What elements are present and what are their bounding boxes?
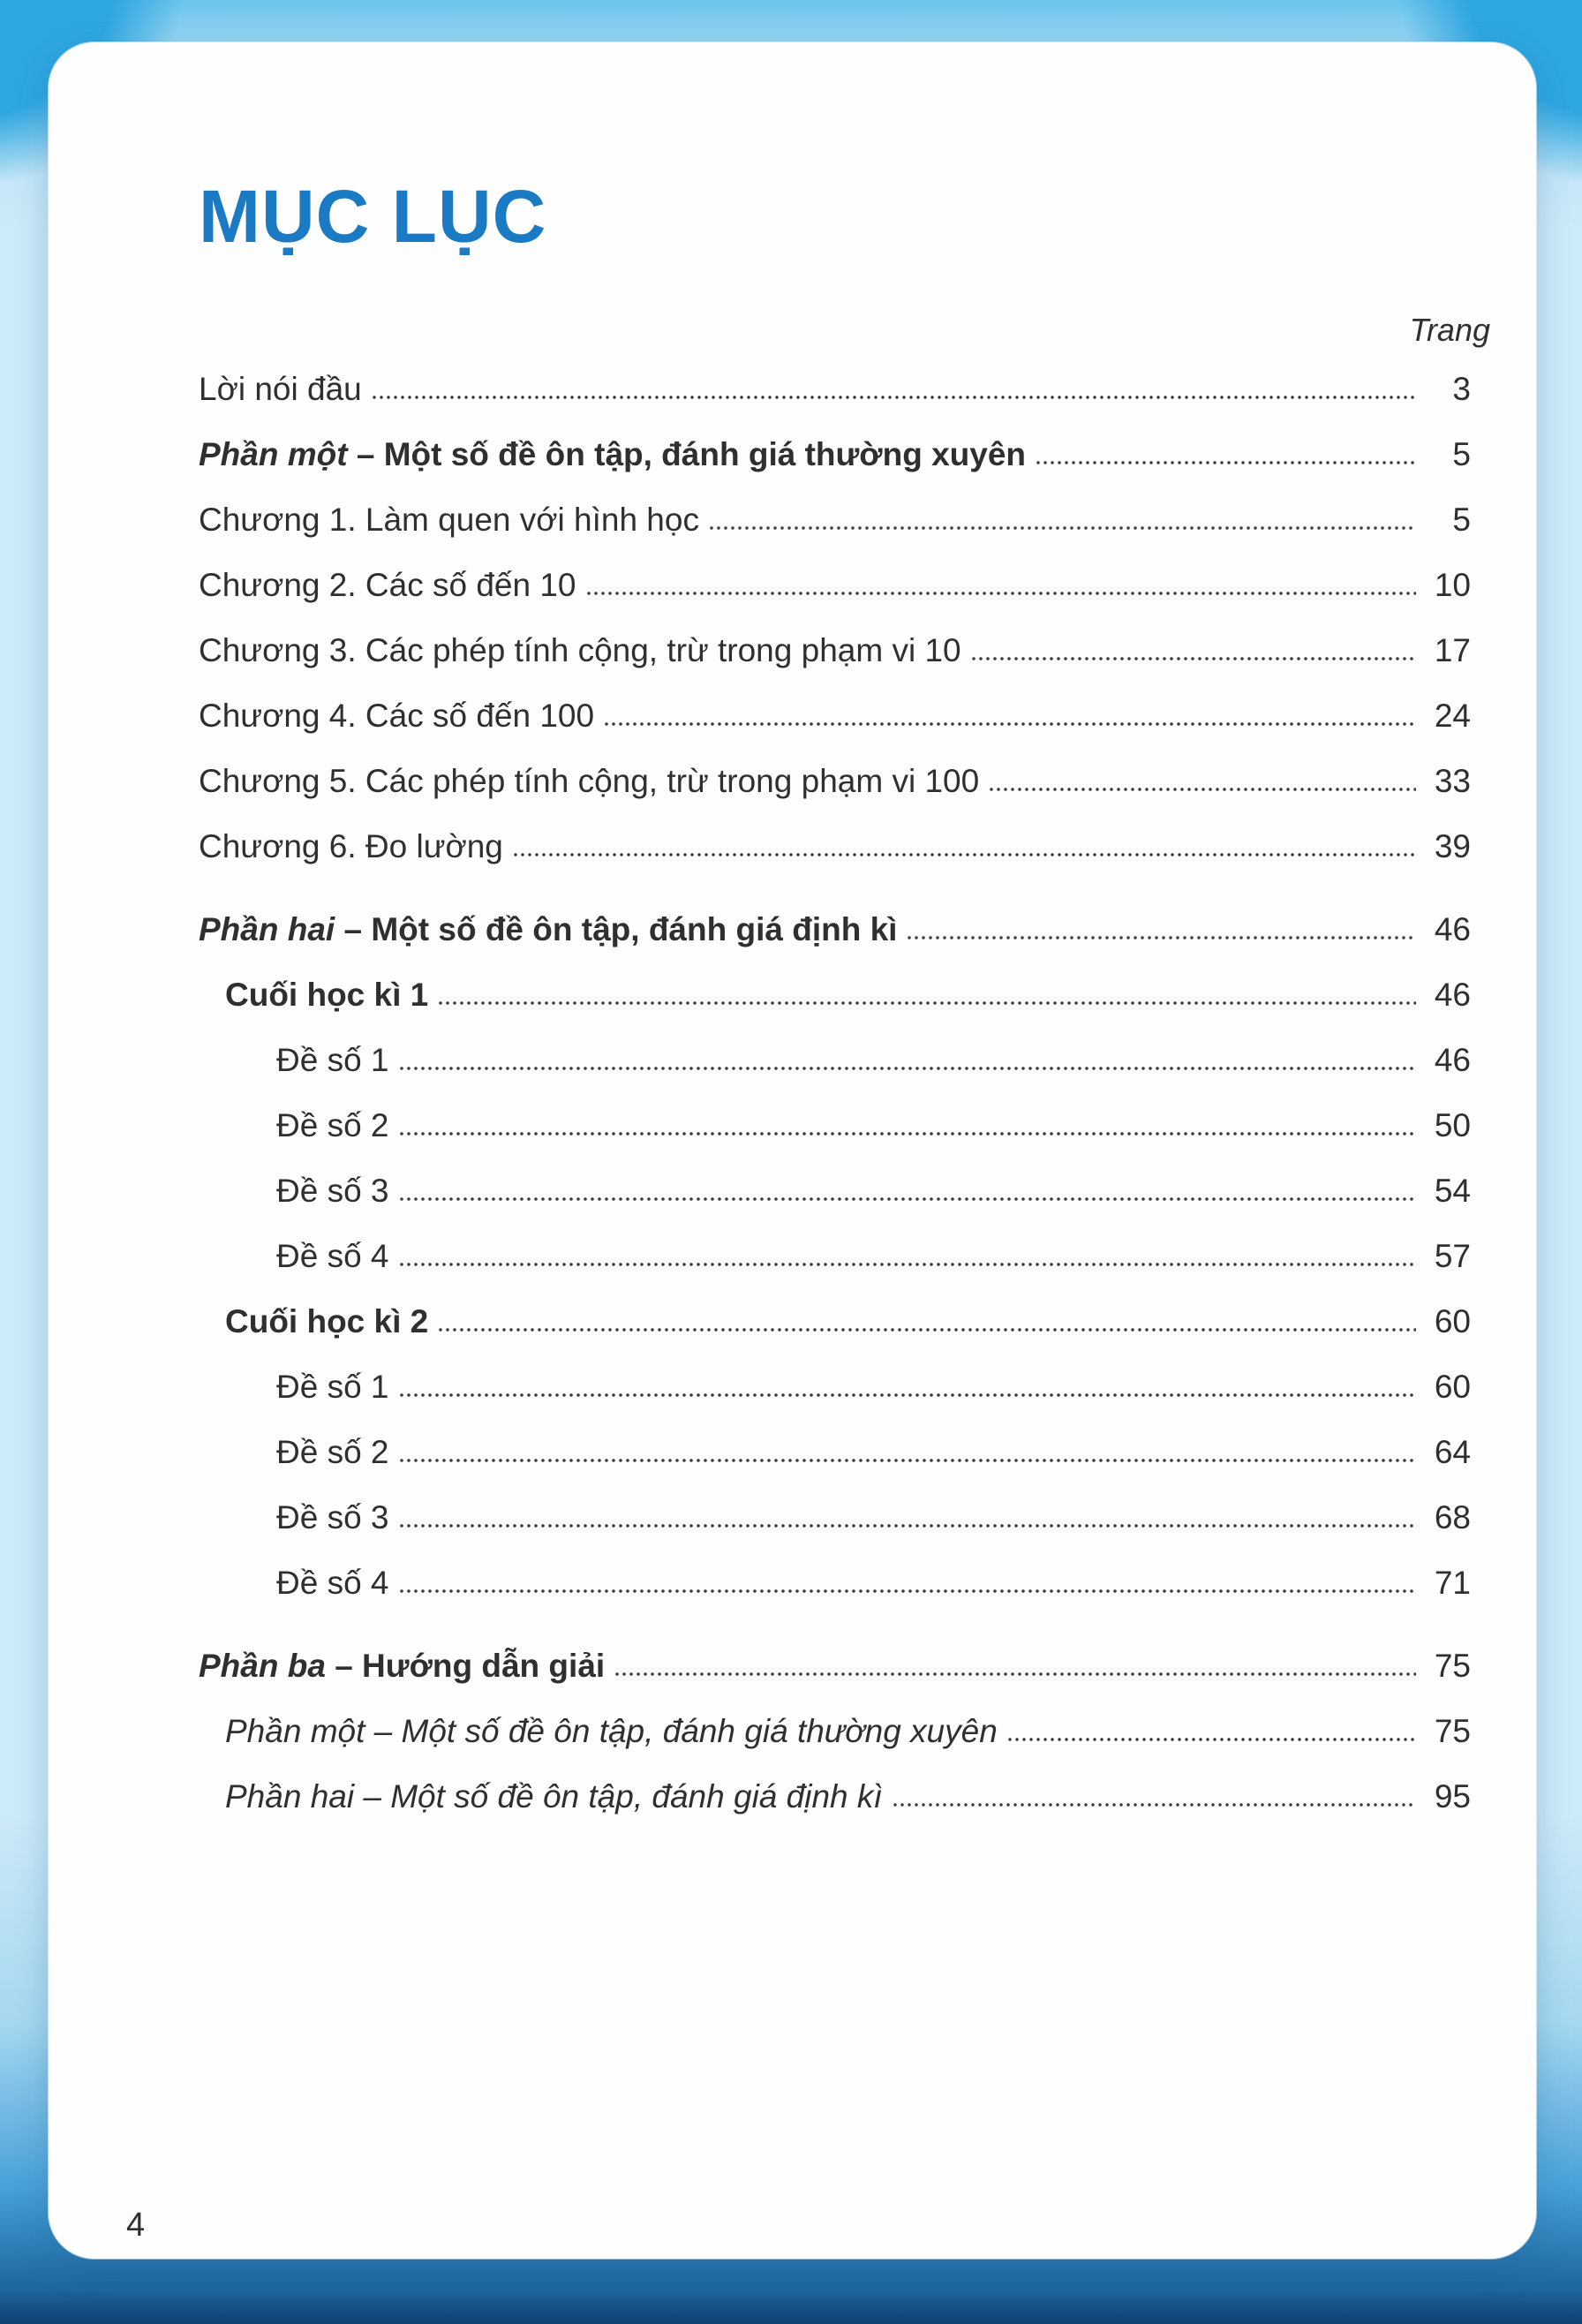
toc-entry-text — [199, 897, 897, 962]
toc-entry-rest: Lời nói đầu — [199, 371, 362, 408]
toc-entry-page: 46 — [1434, 977, 1471, 1014]
toc-entry-page: 68 — [1434, 1499, 1471, 1536]
toc-entry-text — [225, 1699, 998, 1764]
toc-entry-text — [276, 1485, 389, 1551]
toc-entry-text — [276, 1158, 389, 1224]
toc-entry-prefix: Phần hai — [225, 1778, 355, 1815]
dot-leader — [398, 1523, 1416, 1528]
toc-entry-text — [225, 1289, 428, 1354]
toc-entry-page: 39 — [1434, 828, 1471, 865]
toc-entry-rest: Đề số 1 — [276, 1042, 389, 1079]
toc-entry — [199, 1289, 1471, 1354]
toc-entry-page: 75 — [1434, 1713, 1471, 1750]
toc-entry-text — [199, 553, 576, 618]
dot-leader — [614, 1671, 1416, 1677]
toc-entry-text — [199, 814, 503, 879]
toc-entry-rest: Đề số 3 — [276, 1499, 389, 1536]
toc-entry-text — [199, 487, 699, 553]
toc-entry-prefix: Phần hai — [199, 911, 335, 948]
toc-entry-rest: – Hướng dẫn giải — [325, 1648, 606, 1685]
toc-entry — [199, 357, 1471, 422]
dot-leader — [603, 721, 1416, 727]
toc-entry-text — [276, 1028, 389, 1093]
toc-entry-rest: Đề số 1 — [276, 1369, 389, 1406]
toc-entry-page: 17 — [1434, 632, 1471, 669]
toc-entry — [199, 897, 1471, 962]
toc-entry-page: 3 — [1452, 371, 1471, 408]
toc-entry-page: 50 — [1434, 1107, 1471, 1144]
toc-entry-page: 46 — [1434, 1042, 1471, 1079]
toc-entry-rest: Đề số 4 — [276, 1565, 389, 1602]
toc-entry — [199, 553, 1471, 618]
toc-entry-page: 75 — [1434, 1648, 1471, 1685]
toc-entry-rest: – Một số đề ôn tập, đánh giá thường xuyên — [365, 1713, 998, 1750]
toc-entry-page: 71 — [1434, 1565, 1471, 1602]
toc-entry-page: 46 — [1434, 911, 1471, 948]
toc-entry-prefix: Phần một — [199, 436, 348, 473]
toc-entry-page: 33 — [1434, 763, 1471, 800]
toc-entry — [199, 1028, 1471, 1093]
toc-entry — [199, 1158, 1471, 1224]
toc-entry — [199, 814, 1471, 879]
toc-entry-text — [199, 1634, 605, 1699]
book-page — [49, 42, 1536, 2259]
toc-entry — [199, 1764, 1471, 1830]
toc-entry-rest: – Một số đề ôn tập, đánh giá thường xuyên — [347, 436, 1027, 473]
toc-entry-rest: Cuối học kì 1 — [225, 977, 429, 1014]
dot-leader — [398, 1196, 1416, 1202]
dot-leader — [398, 1458, 1416, 1463]
toc-entry-page: 10 — [1434, 567, 1471, 604]
toc-entry-rest: Chương 4. Các số đến 100 — [199, 698, 595, 735]
toc-entry-page: 54 — [1434, 1173, 1471, 1210]
dot-leader — [585, 591, 1416, 596]
toc-entry-page: 5 — [1452, 436, 1471, 473]
toc-entry-rest: Chương 6. Đo lường — [199, 828, 503, 865]
toc-entry-text — [199, 422, 1026, 487]
toc-entry-text — [225, 1764, 883, 1830]
dot-leader — [512, 852, 1416, 857]
toc-entry-text — [199, 749, 979, 814]
toc-entry-rest: Đề số 2 — [276, 1434, 389, 1471]
toc-entry-page: 64 — [1434, 1434, 1471, 1471]
toc-entry-text — [199, 683, 594, 749]
dot-leader — [437, 1000, 1416, 1006]
toc-entry-text — [276, 1420, 389, 1485]
dot-leader — [398, 1131, 1416, 1136]
toc-entry-rest: Chương 2. Các số đến 10 — [199, 567, 576, 604]
toc-entry — [199, 749, 1471, 814]
dot-leader — [1035, 460, 1416, 465]
toc-entry-rest: Chương 1. Làm quen với hình học — [199, 502, 699, 539]
dot-leader — [892, 1802, 1416, 1807]
dot-leader — [398, 1262, 1416, 1267]
toc-entry-prefix: Phần ba — [199, 1648, 326, 1685]
toc-entry-page: 95 — [1434, 1778, 1471, 1815]
toc-entry-text — [276, 1224, 389, 1289]
toc-entry — [199, 1093, 1471, 1158]
toc-entry — [199, 487, 1471, 553]
toc-entry-rest: – Một số đề ôn tập, đánh giá định kì — [335, 911, 898, 948]
toc-entry — [199, 1420, 1471, 1485]
dot-leader — [988, 787, 1416, 792]
toc-entry-rest: Cuối học kì 2 — [225, 1303, 429, 1340]
dot-leader — [398, 1066, 1416, 1071]
dot-leader — [371, 395, 1416, 400]
toc-entry — [199, 1634, 1471, 1699]
toc-entry-rest: Chương 5. Các phép tính cộng, trừ trong phạm vi 100 — [199, 763, 980, 800]
toc-entry — [199, 1485, 1471, 1551]
dot-leader — [398, 1392, 1416, 1398]
toc-entry — [199, 1699, 1471, 1764]
toc-entry-rest: Đề số 3 — [276, 1173, 389, 1210]
page-column-label: Trang — [1409, 312, 1490, 349]
dot-leader — [906, 935, 1416, 940]
toc-entry — [199, 1224, 1471, 1289]
dot-leader — [398, 1588, 1416, 1594]
toc-entry — [199, 1354, 1471, 1420]
toc-entry — [199, 962, 1471, 1028]
toc-entry-page: 60 — [1434, 1369, 1471, 1406]
dot-leader — [1006, 1737, 1416, 1742]
toc-entry-page: 5 — [1452, 502, 1471, 539]
toc-entry-page: 24 — [1434, 698, 1471, 735]
toc-entry — [199, 618, 1471, 683]
toc-content — [49, 42, 1536, 1830]
toc-entry-rest: – Một số đề ôn tập, đánh giá định kì — [354, 1778, 883, 1815]
toc-entry — [199, 683, 1471, 749]
toc-entry-page: 57 — [1434, 1238, 1471, 1275]
toc-entry-text — [225, 962, 428, 1028]
dot-leader — [970, 656, 1416, 661]
toc-entry-page: 60 — [1434, 1303, 1471, 1340]
toc-entry-rest: Chương 3. Các phép tính cộng, trừ trong phạm vi 10 — [199, 632, 961, 669]
folio-page-number: 4 — [126, 2207, 146, 2244]
toc-entry — [199, 1551, 1471, 1616]
toc-list — [199, 357, 1471, 1830]
toc-entry-text — [276, 1551, 389, 1616]
toc-entry-rest: Đề số 4 — [276, 1238, 389, 1275]
dot-leader — [437, 1327, 1416, 1332]
toc-entry — [199, 422, 1471, 487]
toc-entry-prefix: Phần một — [225, 1713, 365, 1750]
toc-entry-text — [276, 1093, 389, 1158]
page-title: MỤC LỤC — [199, 175, 547, 258]
toc-entry-rest: Đề số 2 — [276, 1107, 389, 1144]
dot-leader — [708, 525, 1416, 531]
toc-entry-text — [276, 1354, 389, 1420]
toc-entry-text — [199, 618, 961, 683]
toc-entry-text — [199, 357, 362, 422]
